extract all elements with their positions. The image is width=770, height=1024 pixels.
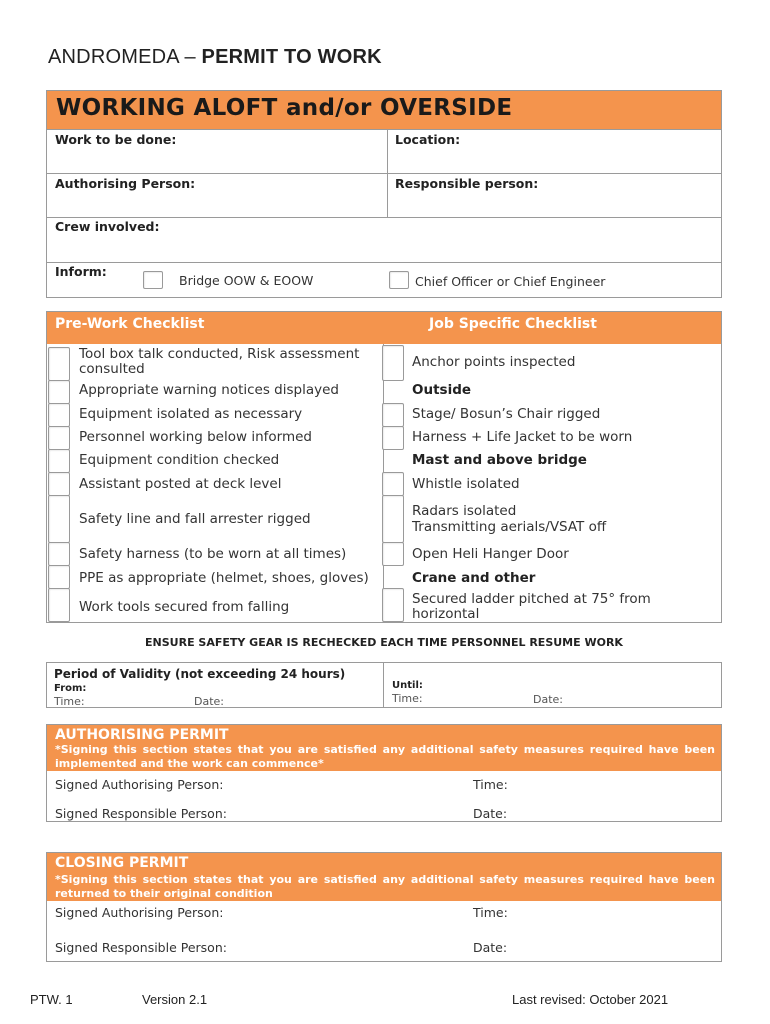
checklist-section	[46, 311, 722, 623]
job-item-anchor: Anchor points inspected	[412, 354, 576, 370]
inform-bridge-label: Bridge OOW & EOOW	[179, 273, 314, 288]
crew-involved-label: Crew involved:	[55, 219, 160, 234]
job-subheading-mast: Mast and above bridge	[412, 452, 587, 468]
job-checkbox-whistle[interactable]	[382, 472, 404, 496]
job-checkbox-stage[interactable]	[382, 403, 404, 427]
pre-work-checklist-heading: Pre-Work Checklist	[55, 316, 205, 332]
job-item-ladder: Secured ladder pitched at 75° from horizontal	[412, 591, 651, 622]
pre-work-item-3: Equipment isolated as necessary	[79, 406, 303, 422]
section-heading: WORKING ALOFT and/or OVERSIDE	[56, 95, 513, 121]
from-date-label: Date:	[194, 695, 224, 708]
job-item-aerials: Transmitting aerials/VSAT off	[412, 519, 607, 535]
pre-work-checkbox-3[interactable]	[48, 403, 70, 427]
closing-permit-note: *Signing this section states that you are satisfied any additional safety measures required have been returned to their original condition	[55, 873, 715, 900]
location-label: Location:	[395, 132, 461, 147]
job-subheading-crane: Crane and other	[412, 570, 536, 586]
responsible-person-label: Responsible person:	[395, 176, 539, 191]
section-header	[47, 91, 721, 129]
job-specific-checklist-heading: Job Specific Checklist	[429, 316, 597, 332]
pre-work-checkbox-7[interactable]	[48, 495, 70, 543]
pre-work-checkbox-6[interactable]	[48, 472, 70, 496]
pre-work-item-6: Assistant posted at deck level	[79, 476, 282, 492]
inform-bridge-checkbox[interactable]	[143, 271, 163, 289]
pre-work-checkbox-4[interactable]	[48, 426, 70, 450]
job-checkbox-harness[interactable]	[382, 426, 404, 450]
pre-work-item-8: Safety harness (to be worn at all times)	[79, 546, 347, 562]
job-checkbox-ladder[interactable]	[382, 588, 404, 622]
pre-work-checkbox-8[interactable]	[48, 542, 70, 566]
until-label: Until:	[392, 680, 423, 691]
pre-work-item-9: PPE as appropriate (helmet, shoes, gloves)	[79, 570, 369, 586]
job-item-heli: Open Heli Hanger Door	[412, 546, 569, 562]
job-checkbox-anchor[interactable]	[382, 345, 404, 381]
authorising-permit-section	[46, 724, 722, 822]
pre-work-item-7: Safety line and fall arrester rigged	[79, 511, 311, 527]
authorising-person-label: Authorising Person:	[55, 176, 196, 191]
pre-work-checkbox-2[interactable]	[48, 380, 70, 404]
page-title-prefix: ANDROMEDA –	[48, 46, 202, 68]
pre-work-item-4: Personnel working below informed	[79, 429, 312, 445]
closing-date-label: Date:	[473, 940, 508, 955]
closing-permit-title: CLOSING PERMIT	[55, 855, 189, 871]
pre-work-checkbox-9[interactable]	[48, 565, 70, 589]
closing-time-label: Time:	[473, 905, 508, 920]
job-checkbox-heli[interactable]	[382, 542, 404, 566]
inform-label: Inform:	[55, 264, 107, 279]
authorising-date-label: Date:	[473, 806, 508, 821]
from-label: From:	[54, 683, 87, 694]
inform-chief-label: Chief Officer or Chief Engineer	[415, 274, 606, 289]
from-time-label: Time:	[54, 695, 85, 708]
page-title	[48, 46, 382, 69]
pre-work-checkbox-5[interactable]	[48, 449, 70, 473]
work-to-be-done-label: Work to be done:	[55, 132, 177, 147]
pre-work-item-1: Tool box talk conducted, Risk assessment consulted	[79, 346, 360, 377]
pre-work-checkbox-1[interactable]	[48, 347, 70, 381]
job-item-stage: Stage/ Bosun’s Chair rigged	[412, 406, 601, 422]
authorising-time-label: Time:	[473, 777, 508, 792]
closing-permit-section	[46, 852, 722, 962]
job-item-harness: Harness + Life Jacket to be worn	[412, 429, 633, 445]
pre-work-item-2: Appropriate warning notices displayed	[79, 382, 339, 398]
closing-signed-authorising-label: Signed Authorising Person:	[55, 905, 224, 920]
job-subheading-outside: Outside	[412, 382, 472, 398]
pre-work-checkbox-10[interactable]	[48, 588, 70, 622]
pre-work-item-5: Equipment condition checked	[79, 452, 280, 468]
job-checkbox-radars[interactable]	[382, 495, 404, 543]
signed-responsible-label: Signed Responsible Person:	[55, 806, 227, 821]
inform-chief-checkbox[interactable]	[389, 271, 409, 289]
validity-section	[46, 662, 722, 708]
footer-last-revised: Last revised: October 2021	[512, 992, 669, 1007]
footer-version: Version 2.1	[142, 992, 208, 1007]
validity-label: Period of Validity (not exceeding 24 hours)	[54, 667, 346, 681]
pre-work-item-10: Work tools secured from falling	[79, 599, 290, 615]
work-details-section	[46, 90, 722, 298]
page-title-bold: PERMIT TO WORK	[201, 46, 382, 68]
footer-form-id: PTW. 1	[30, 992, 73, 1007]
until-time-label: Time:	[392, 692, 423, 705]
job-item-radars: Radars isolated	[412, 503, 517, 519]
authorising-permit-note: *Signing this section states that you are satisfied any additional safety measures required have been implemented and the work can commence*	[55, 743, 715, 770]
job-item-whistle: Whistle isolated	[412, 476, 520, 492]
authorising-permit-title: AUTHORISING PERMIT	[55, 727, 229, 743]
closing-signed-responsible-label: Signed Responsible Person:	[55, 940, 227, 955]
signed-authorising-label: Signed Authorising Person:	[55, 777, 224, 792]
until-date-label: Date:	[533, 693, 563, 706]
ensure-safety-notice: ENSURE SAFETY GEAR IS RECHECKED EACH TIME PERSONNEL RESUME WORK	[145, 636, 623, 649]
